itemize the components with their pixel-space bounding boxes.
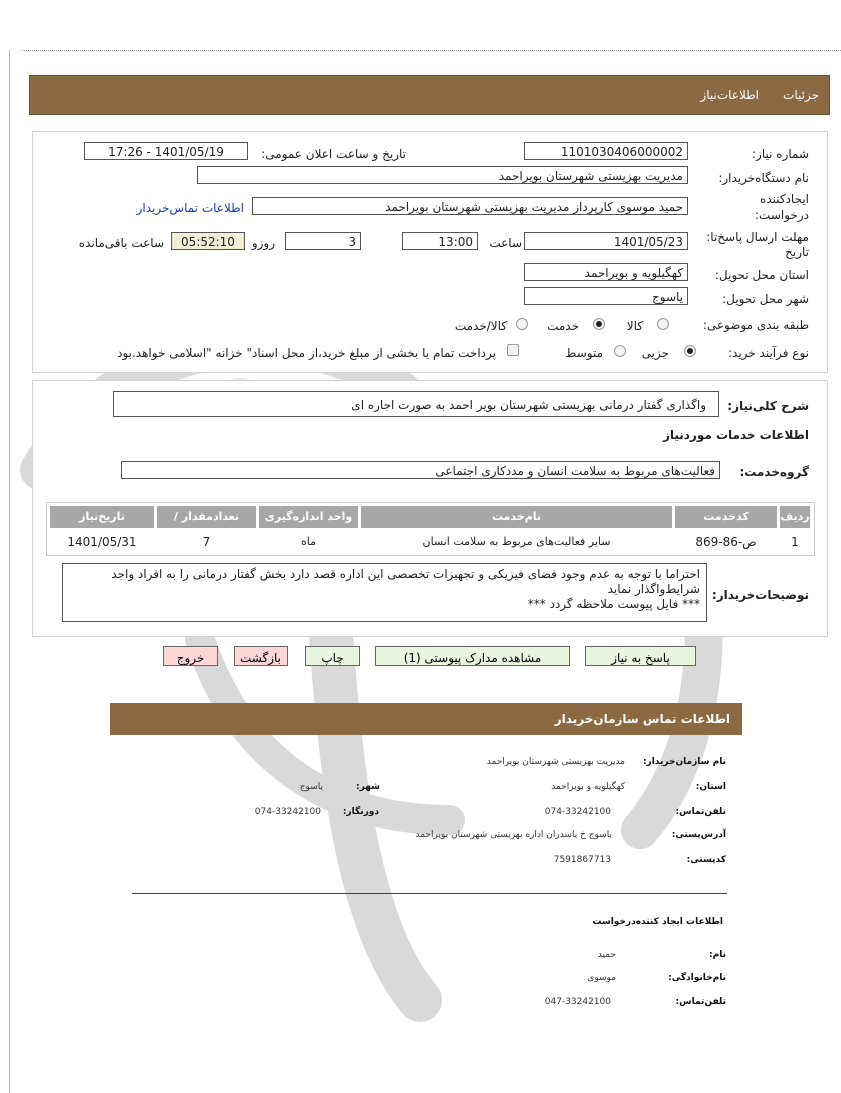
th-need-date: تاریخ‌نیاز: [50, 506, 154, 528]
services-title: اطلاعات خدمات موردنیاز: [662, 428, 809, 442]
org-city-label: شهر:: [356, 782, 380, 792]
org-city-value: یاسوج: [299, 782, 323, 792]
requester-phone-value: 047-33242100: [544, 997, 611, 1007]
category-goods-service-radio[interactable]: [516, 318, 528, 330]
announce-date-field: 1401/05/19 - 17:26: [84, 142, 248, 160]
org-postal-label: کدپستی:: [686, 855, 726, 865]
requester-phone-label: تلفن‌تماس:: [675, 997, 726, 1007]
process-medium-label: متوسط: [565, 346, 603, 360]
table-row-need-date: 1401/05/31: [67, 535, 137, 549]
creator-label: ایجادکننده: [760, 192, 809, 206]
deadline-label-2: تاریخ: [785, 245, 809, 259]
table-row-unit: ماه: [300, 535, 316, 548]
need-number-label: شماره نیاز:: [752, 147, 809, 161]
creator-label-2: درخواست:: [755, 208, 809, 222]
service-group-label: گروه‌خدمت:: [739, 465, 809, 479]
announce-date-label: تاریخ و ساعت اعلان عمومی:: [261, 147, 406, 161]
remaining-time-field: 05:52:10: [171, 232, 245, 250]
category-goods-label: کالا: [626, 319, 643, 333]
category-label: طبقه بندی موضوعی:: [702, 318, 809, 332]
buyer-contact-link[interactable]: اطلاعات تماس‌خریدار: [136, 201, 244, 215]
category-service-radio[interactable]: [593, 318, 605, 330]
requester-family-label: نام‌خانوادگی:: [668, 973, 726, 983]
org-fax-value: 074-33242100: [254, 807, 321, 817]
table-row-quantity: 7: [202, 535, 211, 549]
days-label: روزو: [251, 236, 275, 250]
org-contact-header: [110, 703, 742, 735]
print-button[interactable]: چاپ: [305, 646, 360, 666]
process-type-label: نوع فرآیند خرید:: [728, 346, 809, 360]
th-service-name: نام‌خدمت: [361, 506, 672, 528]
buyer-notes-field: [62, 563, 707, 622]
buyer-org-field: مدیریت بهزیستی شهرستان بویراحمد: [197, 166, 688, 184]
need-number-field: 1101030406000002: [524, 142, 688, 160]
table-row-service-code: ص-86-869: [695, 535, 757, 549]
province-field: کهگیلویه و بویراحمد: [524, 263, 688, 281]
reply-button[interactable]: پاسخ به نیاز: [585, 646, 696, 666]
top-divider: [22, 50, 841, 51]
section-divider: [132, 893, 727, 894]
summary-field: واگذاری گفتار درمانی بهزیستی شهرستان بویر احمد به صورت اجاره ای: [113, 391, 719, 417]
org-address-value: یاسوج خ یاسدران اداره بهزیستی شهرستان بویراحمد: [415, 830, 612, 840]
table-row-service-name: سایر فعالیت‌های مربوط به سلامت انسان: [422, 535, 611, 548]
attachments-button[interactable]: مشاهده مدارک پیوستی (1): [375, 646, 570, 666]
requester-family-value: موسوی: [587, 973, 616, 983]
org-address-label: آدرس‌پستی:: [671, 830, 726, 840]
org-fax-label: دورنگار:: [342, 807, 379, 817]
org-province-value: کهگیلویه و بویراحمد: [551, 782, 625, 792]
org-name-value: مدیریت بهزیستی شهرستان بویراحمد: [486, 757, 625, 767]
remaining-time-label: ساعت باقی‌مانده: [78, 236, 164, 250]
category-service-label: خدمت: [547, 319, 579, 333]
table-row-number: 1: [791, 535, 799, 549]
buyer-notes-label: توضیحات‌خریدار:: [711, 588, 809, 602]
days-remaining-field: 3: [285, 232, 361, 250]
buyer-org-label: نام دستگاه‌خریدار:: [718, 171, 809, 185]
org-province-label: استان:: [695, 782, 726, 792]
deadline-label: مهلت ارسال پاسخ‌تا:: [706, 230, 809, 244]
org-contact-title: اطلاعات تماس سازمان‌خریدار: [554, 712, 730, 726]
category-goods-radio[interactable]: [657, 318, 669, 330]
org-phone-label: تلفن‌تماس:: [675, 807, 726, 817]
tab-need-info[interactable]: اطلاعات‌نیاز: [700, 88, 759, 102]
back-button[interactable]: بازگشت: [234, 646, 288, 666]
requester-title: اطلاعات ایجاد کننده‌درخواست: [592, 917, 723, 927]
city-label: شهر محل تحویل:: [722, 292, 809, 306]
org-name-label: نام سازمان‌خریدار:: [642, 757, 726, 767]
treasury-payment-note: پرداخت تمام یا بخشی از مبلغ خرید،از محل اسناد" خزانه "اسلامی خواهد.بود: [117, 346, 496, 360]
th-quantity: تعدادمقدار /: [157, 506, 256, 528]
deadline-time-label: ساعت: [489, 236, 522, 250]
header-tab-bar: [29, 75, 830, 115]
buyer-notes-line-2: شرایط‌واگذار نماید: [607, 582, 700, 596]
province-label: استان محل تحویل:: [714, 268, 809, 282]
th-unit: واحد اندازه‌گیری: [259, 506, 358, 528]
left-border: [9, 50, 10, 1093]
treasury-payment-checkbox[interactable]: [507, 344, 519, 356]
tab-details[interactable]: جزئیات: [783, 88, 819, 102]
buyer-notes-line-3: *** فایل پیوست ملاحظه گردد ***: [527, 597, 700, 611]
city-field: یاسوج: [524, 287, 688, 305]
deadline-time-field: 13:00: [402, 232, 478, 250]
buyer-notes-line-1: احتراما با توجه به عدم وجود فضای فیزیکی و تجهیزات تخصصی این اداره قصد دارد بخش گفتار درمانی را به افراد واجد: [111, 567, 700, 581]
process-partial-label: جزیی: [641, 346, 669, 360]
process-partial-radio[interactable]: [684, 345, 696, 357]
service-group-field: فعالیت‌های مربوط به سلامت انسان و مددکاری اجتماعی: [121, 461, 720, 479]
summary-label: شرح کلی‌نیاز:: [727, 399, 809, 413]
process-medium-radio[interactable]: [614, 345, 626, 357]
org-phone-value: 074-33242100: [544, 807, 611, 817]
requester-name-label: نام:: [709, 950, 726, 960]
exit-button[interactable]: خروج: [163, 646, 218, 666]
th-service-code: کدخدمت: [675, 506, 777, 528]
creator-field: حمید موسوی کارپرداز مدیریت بهزیستی شهرستان بویراحمد: [252, 197, 688, 215]
th-row: ردیف: [780, 506, 810, 528]
requester-name-value: حمید: [597, 950, 616, 960]
org-postal-value: 7591867713: [553, 855, 611, 865]
deadline-date-field: 1401/05/23: [524, 232, 688, 250]
category-goods-service-label: کالا/خدمت: [454, 319, 507, 333]
